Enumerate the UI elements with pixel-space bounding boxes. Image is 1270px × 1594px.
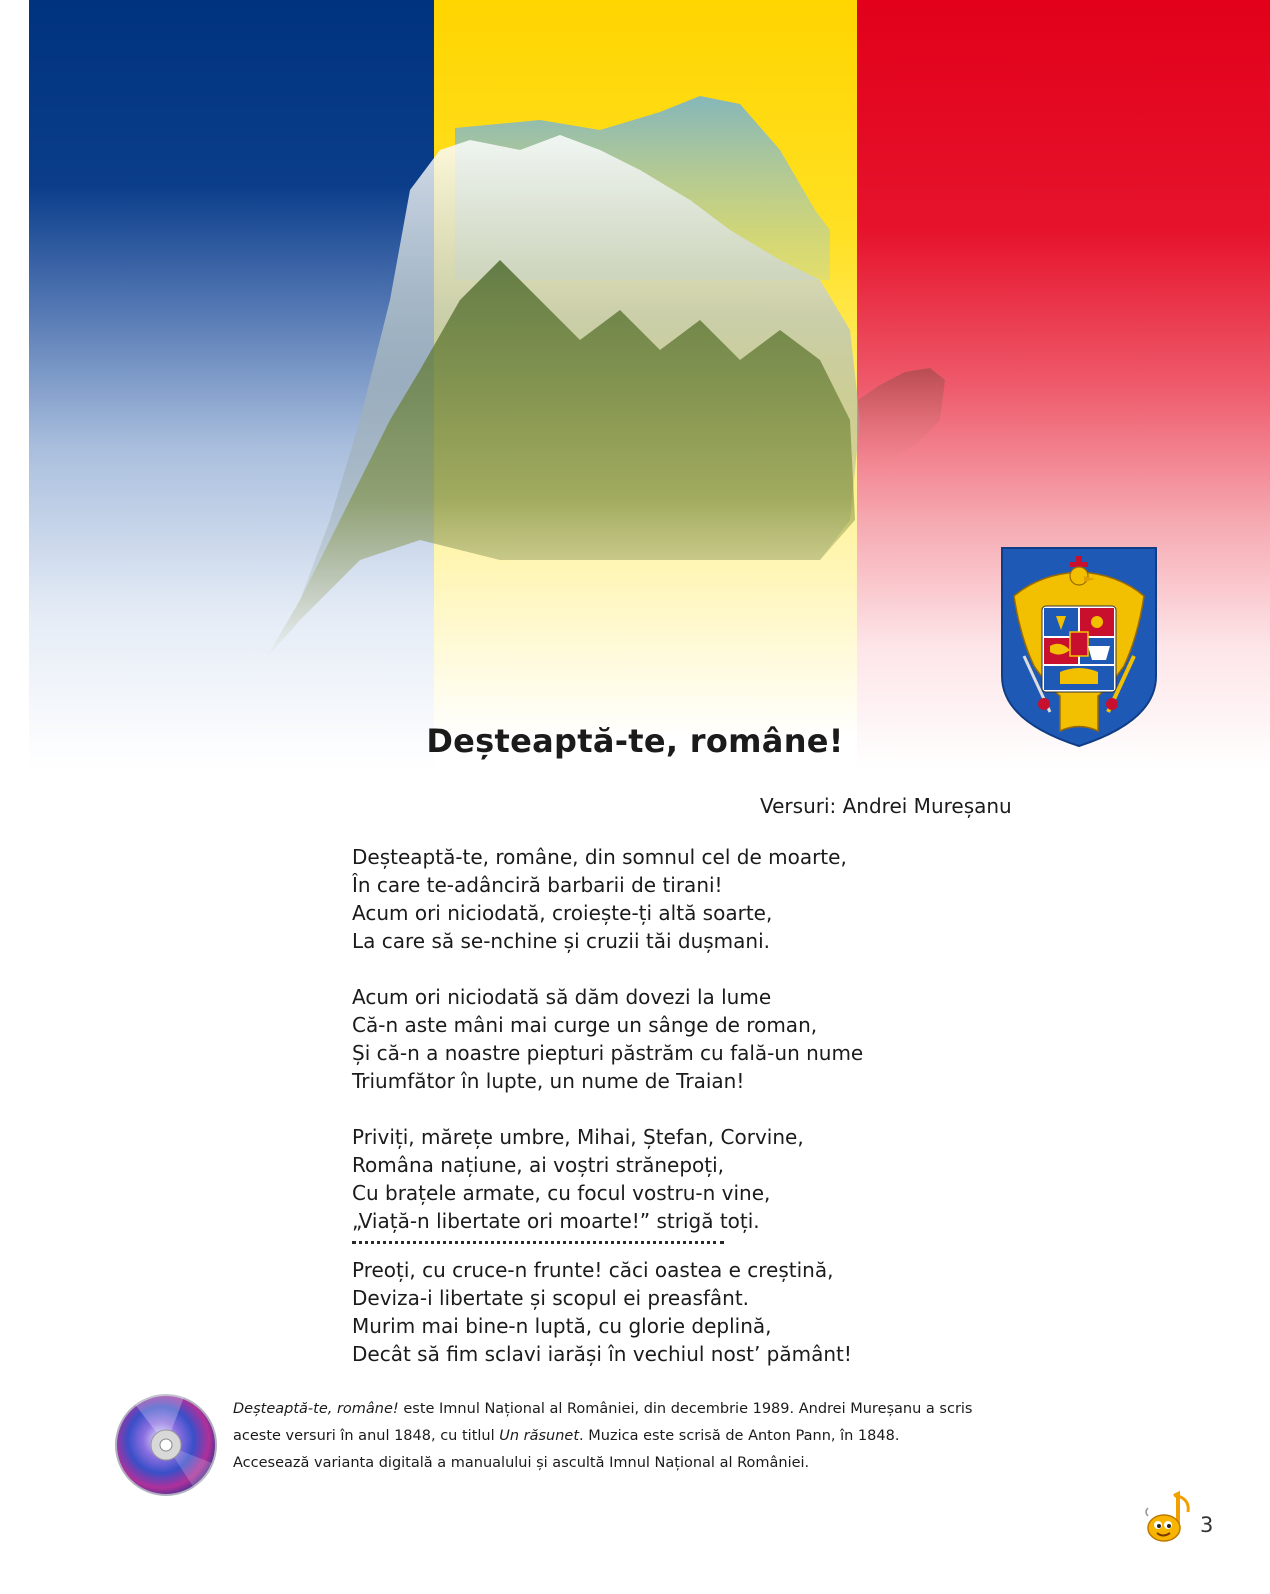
poem-line: La care să se-nchine și cruzii tăi dușmani. [352, 929, 770, 953]
info-note [233, 1396, 993, 1477]
omission-dotted-line [352, 1241, 724, 1248]
poem-line: Acum ori niciodată, croiește-ți altă soarte, [352, 901, 773, 925]
page-number: 3 [1200, 1513, 1214, 1537]
note-text: este Imnul Național al României, din decembrie 1989. Andrei Mureșanu a scris [398, 1401, 973, 1417]
note-text: aceste versuri în anul 1848, cu titlul [233, 1428, 500, 1444]
poem-stanza [352, 1123, 972, 1368]
poem [352, 843, 972, 1368]
poem-line: Și că-n a noastre piepturi păstrăm cu fală-un nume [352, 1041, 864, 1065]
note-line: Accesează varianta digitală a manualului și ascultă Imnul Național al României. [233, 1455, 810, 1471]
poem-line: Decât să fim sclavi iarăși în vechiul nost’ pământ! [352, 1342, 852, 1366]
anthem-title-italic: Deșteaptă-te, române! [233, 1401, 399, 1417]
music-note-mascot-icon [1140, 1490, 1198, 1548]
page-title: Deșteaptă-te, române! [426, 722, 844, 760]
poem-line: Acum ori niciodată să dăm dovezi la lume [352, 985, 772, 1009]
note-line [233, 1428, 899, 1444]
audio-cd-icon[interactable] [114, 1393, 218, 1497]
original-title-italic: Un răsunet [499, 1428, 580, 1444]
poem-line: Preoți, cu cruce-n frunte! căci oastea e creștină, [352, 1258, 834, 1282]
poem-line: În care te-adânciră barbarii de tirani! [352, 873, 723, 897]
poem-line: „Viață-n libertate ori moarte!” strigă toți. [352, 1209, 760, 1233]
poem-stanza [352, 843, 972, 955]
poem-stanza [352, 983, 972, 1095]
poem-line: Murim mai bine-n luptă, cu glorie deplină, [352, 1314, 772, 1338]
poem-line: Triumfător în lupte, un nume de Traian! [352, 1069, 745, 1093]
poem-line: Că-n aste mâni mai curge un sânge de roman, [352, 1013, 818, 1037]
poem-line: Româna națiune, ai voștri strănepoți, [352, 1153, 725, 1177]
poem-line: Cu brațele armate, cu focul vostru-n vine, [352, 1181, 771, 1205]
romania-coat-of-arms-icon [1000, 546, 1158, 748]
note-line [233, 1401, 973, 1417]
note-text: . Muzica este scrisă de Anton Pann, în 1848. [579, 1428, 900, 1444]
poem-line: Deșteaptă-te, române, din somnul cel de moarte, [352, 845, 847, 869]
poem-line: Deviza-i libertate și scopul ei preasfânt. [352, 1286, 750, 1310]
poem-line: Priviți, mărețe umbre, Mihai, Ștefan, Corvine, [352, 1125, 804, 1149]
lyrics-author: Versuri: Andrei Mureșanu [760, 794, 1012, 818]
